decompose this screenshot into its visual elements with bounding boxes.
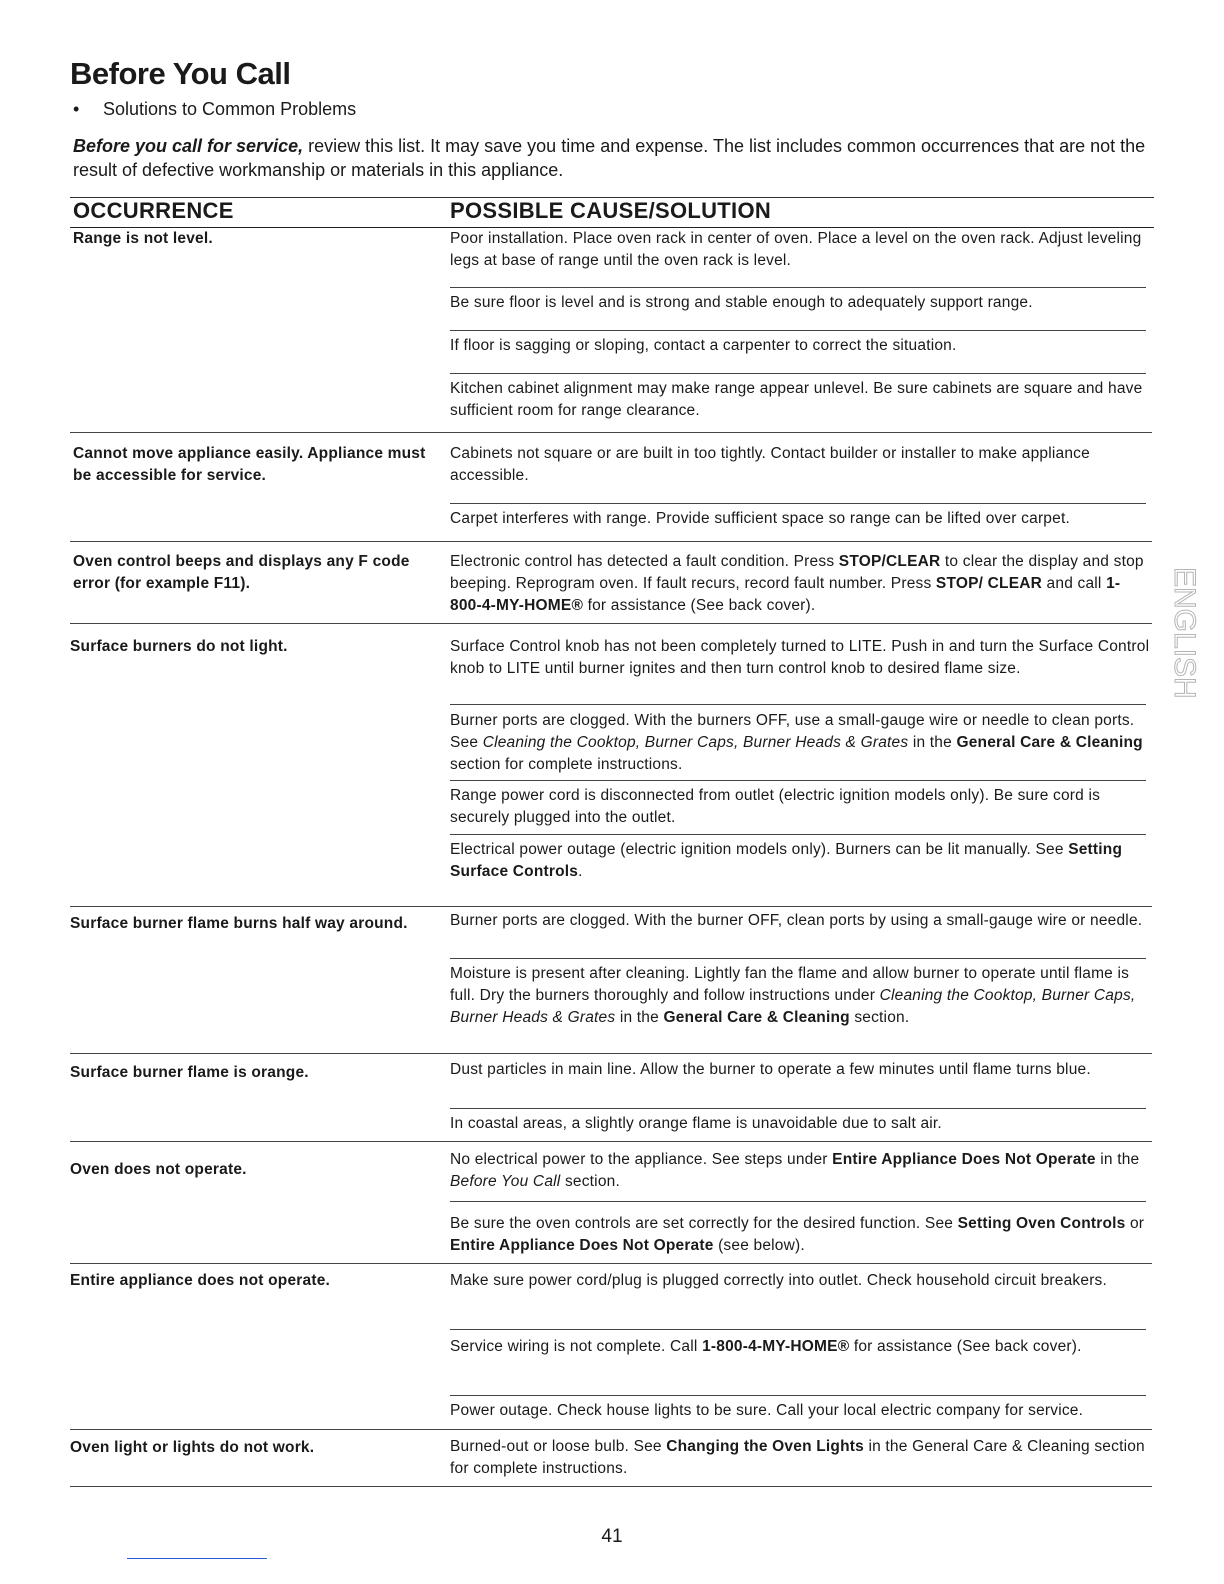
occurrence-cell: Entire appliance does not operate. — [70, 1272, 331, 1289]
solution-cell: No electrical power to the appliance. See steps under Entire Appliance Does Not Operate in the Before You Call section. — [450, 1151, 1140, 1190]
row-divider — [450, 834, 1146, 835]
row-divider — [450, 287, 1146, 288]
row-divider — [70, 906, 1152, 907]
row-divider — [70, 1429, 1152, 1430]
language-tab-text: ENGLISH — [1168, 567, 1201, 699]
language-tab — [1165, 563, 1205, 713]
row-divider — [70, 1263, 1152, 1264]
solution-cell: Burned-out or loose bulb. See Changing the Oven Lights in the General Care & Cleaning section for complete instructions. — [450, 1438, 1145, 1477]
solution-cell: In coastal areas, a slightly orange flame is unavoidable due to salt air. — [450, 1115, 942, 1132]
row-divider — [450, 1329, 1146, 1330]
occurrence-cell: Surface burner flame is orange. — [70, 1064, 309, 1081]
solution-cell: Electronic control has detected a fault condition. Press STOP/CLEAR to clear the display and stop beeping. Reprogram oven. If fault recurs, record fault number. Press STOP/ CLEAR and call 1-800-4-MY-HOME® for assistance (See back cover). — [450, 553, 1144, 614]
row-divider — [70, 623, 1152, 624]
row-divider — [70, 1053, 1152, 1054]
occurrence-cell: Cannot move appliance easily. Appliance must be accessible for service. — [73, 445, 426, 484]
subtitle-text: Solutions to Common Problems — [103, 99, 357, 119]
solution-cell: If floor is sagging or sloping, contact a carpenter to correct the situation. — [450, 337, 957, 354]
occurrence-header: OCCURRENCE — [73, 198, 234, 223]
row-divider — [450, 330, 1146, 331]
solution-cell: Carpet interferes with range. Provide sufficient space so range can be lifted over carpet. — [450, 510, 1070, 527]
row-divider — [450, 780, 1146, 781]
solution-cell: Poor installation. Place oven rack in center of oven. Place a level on the oven rack. Adjust leveling legs at base of range until the oven rack is level. — [450, 230, 1142, 269]
solution-cell: Range power cord is disconnected from outlet (electric ignition models only). Be sure cord is securely plugged into the outlet. — [450, 787, 1101, 826]
solution-cell: Be sure floor is level and is strong and stable enough to adequately support range. — [450, 294, 1033, 311]
solution-cell: Moisture is present after cleaning. Lightly fan the flame and allow burner to operate until flame is full. Dry the burners thoroughly and follow instructions under Cleaning the Cooktop, Burner Caps, Burner Heads & Grates in the General Care & Cleaning section. — [450, 965, 1136, 1026]
solution-cell: Burner ports are clogged. With the burners OFF, use a small-gauge wire or needle to clean ports. See Cleaning the Cooktop, Burner Caps, Burner Heads & Grates in the General Care & Cleaning section for complete instructions. — [450, 712, 1143, 773]
row-divider — [450, 1108, 1146, 1109]
row-divider — [450, 373, 1146, 374]
footnote-rule — [127, 1558, 267, 1559]
solution-cell: Be sure the oven controls are set correctly for the desired function. See Setting Oven Controls or Entire Appliance Does Not Operate (see below). — [450, 1215, 1145, 1254]
intro-rest: review this list. It may save you time and expense. The list includes common occurrences that are not the result of defective workmanship or materials in this appliance. — [73, 136, 1146, 180]
occurrence-cell: Surface burners do not light. — [70, 638, 288, 655]
row-divider — [450, 503, 1146, 504]
row-divider — [70, 1486, 1152, 1487]
row-divider — [450, 1395, 1146, 1396]
row-divider — [70, 432, 1152, 433]
occurrence-cell: Range is not level. — [73, 230, 213, 247]
row-divider — [450, 958, 1146, 959]
row-divider — [70, 1141, 1152, 1142]
page-number: 41 — [601, 1526, 623, 1547]
row-divider — [450, 1201, 1146, 1202]
solution-cell: Burner ports are clogged. With the burner OFF, clean ports by using a small-gauge wire or needle. — [450, 912, 1143, 929]
subtitle-bullet — [73, 99, 356, 120]
solution-cell: Power outage. Check house lights to be sure. Call your local electric company for service. — [450, 1402, 1084, 1419]
solution-cell: Service wiring is not complete. Call 1-800-4-MY-HOME® for assistance (See back cover). — [450, 1338, 1082, 1355]
solution-cell: Surface Control knob has not been completely turned to LITE. Push in and turn the Surface Control knob to LITE until burner ignites and then turn control knob to desired flame size. — [450, 638, 1150, 677]
solution-cell: Electrical power outage (electric ignition models only). Burners can be lit manually. See Setting Surface Controls. — [450, 841, 1123, 880]
solution-cell: Dust particles in main line. Allow the burner to operate a few minutes until flame turns blue. — [450, 1061, 1091, 1078]
solution-cell: Kitchen cabinet alignment may make range appear unlevel. Be sure cabinets are square and have sufficient room for range clearance. — [450, 380, 1143, 419]
solution-cell: Make sure power cord/plug is plugged correctly into outlet. Check household circuit breakers. — [450, 1272, 1108, 1289]
page-title: Before You Call — [70, 56, 291, 91]
row-divider — [70, 541, 1152, 542]
occurrence-cell: Oven does not operate. — [70, 1161, 247, 1178]
intro-paragraph — [73, 134, 1153, 182]
occurrence-cell: Surface burner flame burns half way around. — [70, 915, 408, 932]
solution-header: POSSIBLE CAUSE/SOLUTION — [450, 198, 772, 223]
row-divider — [450, 704, 1146, 705]
intro-lead: Before you call for service, — [73, 136, 304, 156]
solution-cell: Cabinets not square or are built in too tightly. Contact builder or installer to make appliance accessible. — [450, 445, 1090, 484]
occurrence-cell: Oven light or lights do not work. — [70, 1439, 315, 1456]
bullet-dot: • — [73, 99, 80, 119]
occurrence-cell: Oven control beeps and displays any F code error (for example F11). — [73, 553, 410, 592]
